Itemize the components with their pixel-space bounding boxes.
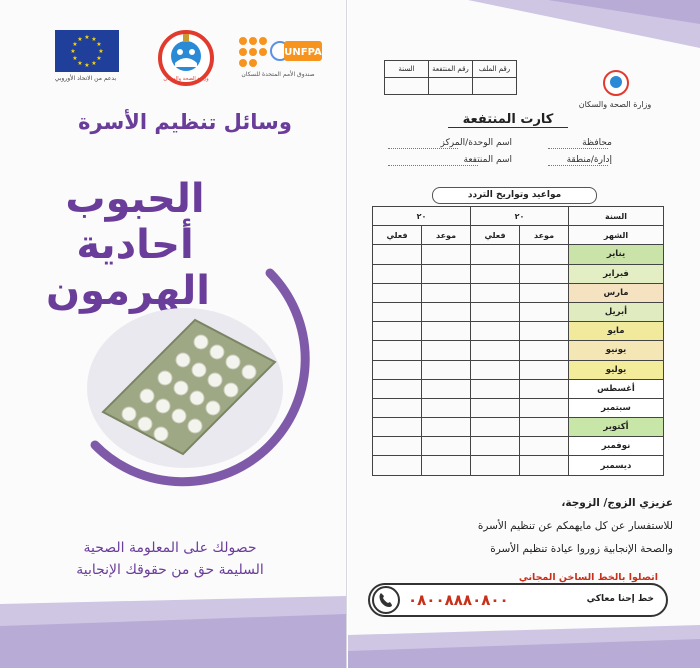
- unfpa-logo-text: UNFPA: [284, 47, 322, 58]
- table-cell[interactable]: [471, 245, 520, 264]
- beneficiary-name-line[interactable]: [388, 165, 478, 166]
- table-row: [373, 302, 664, 321]
- governorate-line[interactable]: [548, 148, 608, 149]
- hotline-call-to-action: اتصلوا بالخط الساخن المجاني: [518, 572, 658, 583]
- month-june: يونيو: [569, 341, 664, 360]
- eu-caption: بدعم من الاتحاد الأوروبي: [54, 75, 117, 82]
- unit-name-label: اسم الوحدة/المركز: [440, 138, 512, 148]
- month-header: الشهر: [569, 226, 664, 245]
- year-column-1: ٢٠: [471, 207, 569, 226]
- table-cell[interactable]: [471, 379, 520, 398]
- table-cell[interactable]: [422, 322, 471, 341]
- table-cell[interactable]: [373, 302, 422, 321]
- id-table: [384, 60, 517, 95]
- district-label: إدارة/منطقة: [566, 155, 612, 165]
- slogan-line-1: حصولك على المعلومة الصحية: [83, 540, 257, 556]
- table-cell[interactable]: [471, 456, 520, 475]
- actual-header-1: فعلي: [471, 226, 520, 245]
- pill-pack-image: [85, 300, 285, 470]
- table-cell[interactable]: [373, 245, 422, 264]
- table-cell[interactable]: [373, 379, 422, 398]
- table-cell[interactable]: [373, 264, 422, 283]
- eu-flag-logo: [55, 30, 119, 72]
- table-cell[interactable]: [471, 398, 520, 417]
- table-cell[interactable]: [422, 418, 471, 437]
- main-title: وسائل تنظيم الأسرة: [78, 110, 292, 134]
- actual-header-2: فعلي: [373, 226, 422, 245]
- svg-text:★: ★: [96, 41, 102, 48]
- moh-logo-text: وزارة الصحة والسكان: [163, 76, 209, 82]
- month-october: أكتوبر: [569, 418, 664, 437]
- svg-text:★: ★: [91, 36, 97, 43]
- table-row: [373, 437, 664, 456]
- table-cell[interactable]: [373, 341, 422, 360]
- ministry-small-logo: [603, 70, 629, 96]
- table-row: [373, 322, 664, 341]
- table-row: [373, 264, 664, 283]
- right-bottom-band: [348, 625, 700, 668]
- card-title: كارت المنتفعة: [448, 112, 568, 128]
- month-march: مارس: [569, 283, 664, 302]
- month-april: أبريل: [569, 302, 664, 321]
- table-cell[interactable]: [471, 341, 520, 360]
- beneficiary-name-label: اسم المنتفعة: [463, 155, 512, 165]
- hotline-label: خط إحنا معاكي: [586, 594, 654, 604]
- table-cell[interactable]: [520, 283, 569, 302]
- svg-text:★: ★: [98, 48, 104, 55]
- month-november: نوفمبر: [569, 437, 664, 456]
- table-cell[interactable]: [422, 360, 471, 379]
- table-cell[interactable]: [520, 398, 569, 417]
- table-cell[interactable]: [373, 360, 422, 379]
- table-cell[interactable]: [520, 456, 569, 475]
- slogan: [30, 537, 310, 581]
- front-cover-panel: [0, 0, 347, 668]
- table-cell[interactable]: [422, 341, 471, 360]
- table-cell[interactable]: [373, 322, 422, 341]
- table-cell[interactable]: [471, 322, 520, 341]
- table-cell[interactable]: [520, 360, 569, 379]
- table-cell[interactable]: [471, 283, 520, 302]
- beneficiary-card-panel: [348, 0, 700, 668]
- schedule-title: مواعيد وتواريخ التردد: [432, 187, 597, 204]
- pill-title-line-2: أحادية: [76, 222, 194, 268]
- governorate-label: محافظة: [582, 138, 612, 148]
- id-file-number-value[interactable]: [473, 78, 517, 95]
- appointment-header-1: موعد: [520, 226, 569, 245]
- phone-icon: [372, 586, 400, 614]
- table-cell[interactable]: [520, 341, 569, 360]
- pill-title-line-3: الهرمون: [45, 268, 210, 314]
- slogan-line-2: السليمة حق من حقوقك الإنجابية: [76, 562, 264, 578]
- year-header: السنة: [569, 207, 664, 226]
- district-line[interactable]: [548, 165, 608, 166]
- table-cell[interactable]: [373, 283, 422, 302]
- table-cell[interactable]: [373, 437, 422, 456]
- table-row: [373, 456, 664, 475]
- month-august: أغسطس: [569, 379, 664, 398]
- svg-text:★: ★: [84, 34, 90, 41]
- table-row: [373, 245, 664, 264]
- schedule-table: [372, 206, 664, 476]
- hotline-number[interactable]: ٠٨٠٠٨٨٨٠٨٠٠: [408, 591, 509, 609]
- svg-text:★: ★: [77, 60, 83, 67]
- message-line-1: للاستفسار عن كل مايهمكم عن تنظيم الأسرة: [477, 520, 673, 532]
- id-year-value[interactable]: [385, 78, 429, 95]
- left-bottom-band: [0, 596, 347, 668]
- id-file-number-label: رقم الملف: [473, 61, 517, 78]
- month-september: سبتمبر: [569, 398, 664, 417]
- unfpa-logo: [236, 34, 322, 68]
- table-row: [373, 283, 664, 302]
- table-cell[interactable]: [422, 264, 471, 283]
- table-cell[interactable]: [422, 456, 471, 475]
- id-beneficiary-number-value[interactable]: [429, 78, 473, 95]
- table-cell[interactable]: [520, 245, 569, 264]
- table-cell[interactable]: [373, 418, 422, 437]
- table-cell[interactable]: [520, 322, 569, 341]
- month-july: يوليو: [569, 360, 664, 379]
- table-cell[interactable]: [471, 360, 520, 379]
- svg-text:★: ★: [72, 55, 78, 62]
- table-row: [373, 341, 664, 360]
- table-cell[interactable]: [422, 245, 471, 264]
- table-cell[interactable]: [373, 398, 422, 417]
- id-year-label: السنة: [385, 61, 429, 78]
- ministry-of-health-logo: [158, 30, 214, 86]
- table-cell[interactable]: [520, 437, 569, 456]
- table-cell[interactable]: [373, 456, 422, 475]
- table-row: [373, 360, 664, 379]
- unit-name-line[interactable]: [388, 148, 458, 149]
- svg-text:★: ★: [84, 62, 90, 69]
- table-cell[interactable]: [471, 264, 520, 283]
- table-cell[interactable]: [422, 437, 471, 456]
- svg-text:★: ★: [91, 60, 97, 67]
- year-column-2: ٢٠: [373, 207, 471, 226]
- pill-title-line-1: الحبوب: [65, 176, 205, 222]
- table-cell[interactable]: [520, 264, 569, 283]
- id-beneficiary-number-label: رقم المنتفعة: [429, 61, 473, 78]
- table-cell[interactable]: [471, 302, 520, 321]
- svg-text:★: ★: [77, 36, 83, 43]
- hotline-box[interactable]: [368, 583, 668, 617]
- table-cell[interactable]: [422, 398, 471, 417]
- appointment-header-2: موعد: [422, 226, 471, 245]
- table-row: [373, 379, 664, 398]
- ministry-name: وزارة الصحة والسكان: [578, 100, 652, 109]
- month-december: ديسمبر: [569, 456, 664, 475]
- message-greeting: عزيزي الزوج/ الزوجة،: [561, 497, 673, 509]
- unfpa-caption: صندوق الأمم المتحدة للسكان: [241, 71, 315, 78]
- svg-text:★: ★: [70, 48, 76, 55]
- table-cell[interactable]: [471, 418, 520, 437]
- table-row: [373, 398, 664, 417]
- table-row: [373, 418, 664, 437]
- table-cell[interactable]: [520, 379, 569, 398]
- month-january: يناير: [569, 245, 664, 264]
- table-cell[interactable]: [471, 437, 520, 456]
- table-cell[interactable]: [520, 302, 569, 321]
- message-line-2: والصحة الإنجابية زوروا عيادة تنظيم الأسرة: [490, 543, 673, 555]
- svg-text:★: ★: [72, 41, 78, 48]
- svg-text:★: ★: [96, 55, 102, 62]
- month-february: فبراير: [569, 264, 664, 283]
- month-may: مايو: [569, 322, 664, 341]
- table-cell[interactable]: [422, 283, 471, 302]
- table-cell[interactable]: [520, 418, 569, 437]
- table-cell[interactable]: [422, 379, 471, 398]
- table-cell[interactable]: [422, 302, 471, 321]
